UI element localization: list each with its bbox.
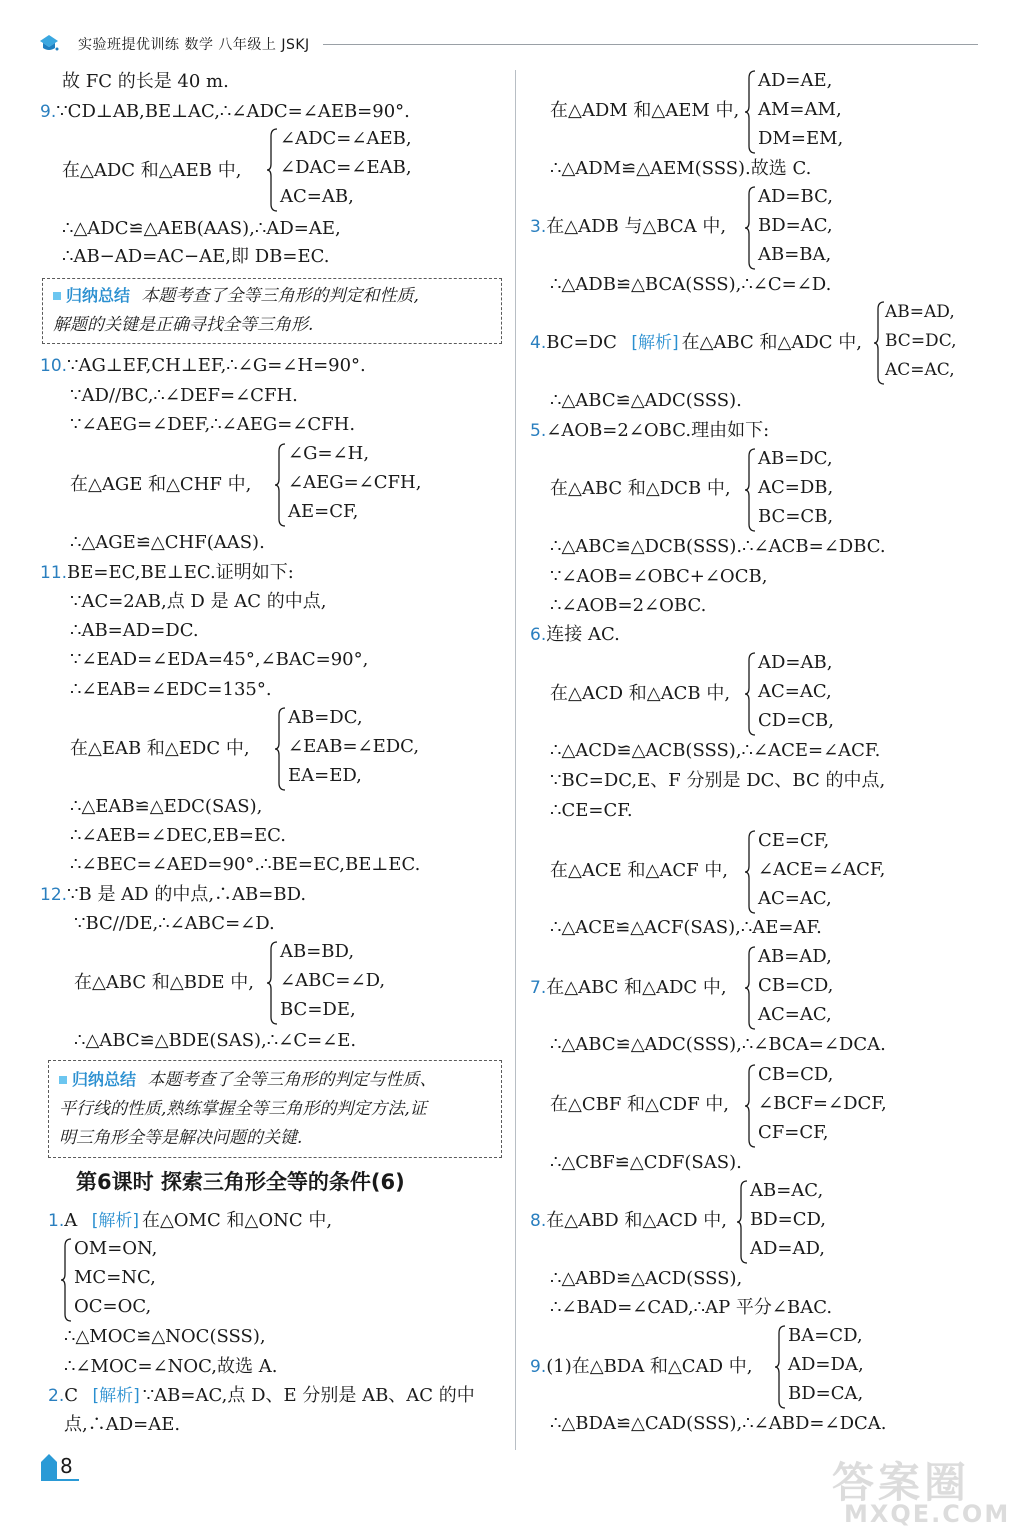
line: ∴CE=CF.: [550, 800, 633, 821]
left-brace-icon: [744, 448, 756, 532]
summary-box: [42, 278, 502, 344]
item-number: 12.: [40, 885, 68, 905]
line: ∵BC//DE,∴∠ABC=∠D.: [74, 913, 275, 934]
line: ∵∠EAD=∠EDA=45°,∠BAC=90°,: [70, 649, 369, 670]
equation-line: AB=DC,: [288, 707, 363, 728]
line: ∴△ADC≌△AEB(AAS),∴AD=AE,: [62, 218, 341, 239]
equation-line: CD=CB,: [758, 710, 835, 731]
left-brace-icon: [274, 707, 286, 791]
line: ∴△ABC≌△ADC(SSS).: [550, 390, 742, 411]
equation-line: CB=CD,: [758, 975, 834, 996]
left-brace-icon: [873, 301, 885, 385]
summary-text: 明三角形全等是解决问题的关键.: [59, 1128, 303, 1148]
summary-text: 本题考查了全等三角形的判定与性质、: [147, 1070, 437, 1090]
summary-text: 解题的关键是正确寻找全等三角形.: [53, 315, 314, 335]
equation-system: [744, 70, 964, 158]
header-title: 实验班提优训练 数学 八年级上 JSKJ: [78, 37, 310, 53]
item-text: BE=EC,BE⊥EC.证明如下:: [67, 562, 294, 583]
equation-line: BC=CB,: [758, 506, 834, 527]
analysis-tag: [解析]: [92, 1386, 140, 1406]
item-number: 5.: [530, 421, 547, 441]
line: ∴∠AOB=2∠OBC.: [550, 595, 707, 616]
item-9-left: [40, 101, 410, 123]
line: ∴△BDA≌△CAD(SSS),∴∠ABD=∠DCA.: [550, 1413, 887, 1434]
item-text: ∵CD⊥AB,BE⊥AC,∴∠ADC=∠AEB=90°.: [56, 101, 410, 122]
answer-choice: C: [64, 1385, 79, 1406]
page-number: 8: [60, 1454, 73, 1478]
line: ∴△ABC≌△ADC(SSS),∴∠BCA=∠DCA.: [550, 1034, 886, 1055]
line: ∴△AGE≌△CHF(AAS).: [70, 532, 265, 553]
equation-system: [274, 707, 494, 795]
equation-system: [60, 1238, 280, 1326]
item-number: 11.: [40, 563, 68, 583]
equation-system: [744, 946, 964, 1034]
line: ∴∠EAB=∠EDC=135°.: [70, 679, 272, 700]
equation-line: AD=DA,: [788, 1354, 864, 1375]
line: ∵AD//BC,∴∠DEF=∠CFH.: [70, 385, 298, 406]
item-1: [48, 1210, 332, 1232]
item-3: [530, 216, 726, 238]
book-logo-icon: [38, 32, 60, 54]
item-number: 2.: [48, 1386, 65, 1406]
left-brace-icon: [266, 128, 278, 212]
equation-line: ∠BCF=∠DCF,: [758, 1093, 887, 1114]
line: ∴△CBF≌△CDF(SAS).: [550, 1152, 742, 1173]
line: ∴△ABC≌△BDE(SAS),∴∠C=∠E.: [74, 1030, 357, 1051]
summary-square-icon: [53, 292, 61, 300]
summary-text: 本题考查了全等三角形的判定和性质,: [141, 286, 419, 306]
page-number-badge: [40, 1452, 80, 1482]
line: ∴AB−AD=AC−AE,即 DB=EC.: [62, 246, 330, 267]
equation-line: BC=DC,: [885, 331, 957, 351]
equation-line: ∠DAC=∠EAB,: [280, 157, 412, 178]
item-number: 9.: [530, 1357, 547, 1377]
line: ∵∠AEG=∠DEF,∴∠AEG=∠CFH.: [70, 414, 356, 435]
item-6: [530, 624, 620, 646]
left-brace-icon: [744, 652, 756, 736]
equation-line: AC=DB,: [758, 477, 834, 498]
equation-system: [873, 301, 993, 389]
system-intro: 在△AGE 和△CHF 中,: [70, 474, 252, 495]
equation-line: AD=AD,: [750, 1238, 826, 1259]
item-text: 在△ADB 与△BCA 中,: [546, 216, 727, 237]
left-brace-icon: [274, 443, 286, 527]
item-number: 4.: [530, 333, 547, 353]
item-text: 在△ABC 和△ADC 中,: [546, 977, 727, 998]
line: ∵BC=DC,E、F 分别是 DC、BC 的中点,: [550, 770, 886, 791]
item-4: [530, 332, 862, 354]
left-brace-icon: [744, 70, 756, 154]
equation-line: DM=EM,: [758, 128, 844, 149]
equation-system: [274, 443, 494, 531]
line: ∴∠MOC=∠NOC,故选 A.: [64, 1356, 278, 1377]
system-intro: 在△EAB 和△EDC 中,: [70, 738, 250, 759]
item-text: ∵AB=AC,点 D、E 分别是 AB、AC 的中: [142, 1385, 475, 1406]
system-intro: 在△ABC 和△DCB 中,: [550, 478, 731, 499]
item-text: 在△ABC 和△ADC 中,: [681, 332, 862, 353]
equation-line: ∠ADC=∠AEB,: [280, 128, 412, 149]
item-8: [530, 1210, 727, 1232]
line: 点,∴AD=AE.: [64, 1414, 181, 1435]
item-text: ∠AOB=2∠OBC.理由如下:: [546, 420, 770, 441]
equation-line: CE=CF,: [758, 830, 830, 851]
answer-choice: A: [64, 1210, 78, 1231]
item-number: 3.: [530, 217, 547, 237]
equation-system: [266, 128, 486, 216]
line-answer-fc: 故 FC 的长是 40 m.: [62, 71, 229, 92]
left-brace-icon: [744, 1064, 756, 1148]
equation-line: AB=BD,: [280, 941, 355, 962]
line: ∴△ACE≌△ACF(SAS),∴AE=AF.: [550, 917, 822, 938]
left-brace-icon: [774, 1325, 786, 1409]
equation-line: AC=AB,: [280, 186, 354, 207]
summary-text: 平行线的性质,熟练掌握全等三角形的判定方法,证: [59, 1099, 427, 1119]
item-text: 在△OMC 和△ONC 中,: [141, 1210, 333, 1231]
equation-line: BC=DE,: [280, 999, 356, 1020]
equation-line: CB=CD,: [758, 1064, 834, 1085]
equation-line: AC=AC,: [758, 681, 832, 702]
line: ∴△MOC≌△NOC(SSS),: [64, 1326, 266, 1347]
system-intro: 在△ADC 和△AEB 中,: [62, 160, 242, 181]
watermark-url: MXQE.COM: [844, 1500, 1011, 1528]
line: ∴△ADB≌△BCA(SSS),∴∠C=∠D.: [550, 274, 832, 295]
item-number: 10.: [40, 356, 68, 376]
line: ∴△ABC≌△DCB(SSS).∴∠ACB=∠DBC.: [550, 536, 886, 557]
equation-line: AB=BA,: [758, 244, 832, 265]
equation-system: [266, 941, 486, 1029]
item-7: [530, 977, 727, 999]
equation-line: AD=AE,: [758, 70, 833, 91]
system-intro: 在△ADM 和△AEM 中,: [550, 100, 740, 121]
equation-line: ∠G=∠H,: [288, 443, 370, 464]
equation-line: ∠EAB=∠EDC,: [288, 736, 420, 757]
equation-line: AD=AB,: [758, 652, 833, 673]
equation-system: [744, 448, 964, 536]
analysis-tag: [解析]: [631, 333, 679, 353]
line: ∴∠BAD=∠CAD,∴AP 平分∠BAC.: [550, 1297, 833, 1318]
item-number: 1.: [48, 1211, 65, 1231]
equation-line: AC=AC,: [885, 360, 955, 380]
equation-line: MC=NC,: [74, 1267, 156, 1288]
equation-system: [736, 1180, 956, 1268]
equation-system: [774, 1325, 974, 1413]
line: ∵AC=2AB,点 D 是 AC 的中点,: [70, 591, 327, 612]
line: ∴∠AEB=∠DEC,EB=EC.: [70, 825, 286, 846]
left-brace-icon: [266, 941, 278, 1025]
line: ∴△EAB≌△EDC(SAS),: [70, 796, 263, 817]
left-brace-icon: [744, 830, 756, 914]
item-text: ∵B 是 AD 的中点,∴AB=BD.: [67, 884, 307, 905]
equation-line: AC=AC,: [758, 888, 832, 909]
line: ∴AB=AD=DC.: [70, 620, 199, 641]
system-intro: 在△ABC 和△BDE 中,: [74, 972, 254, 993]
equation-line: OC=OC,: [74, 1296, 152, 1317]
left-brace-icon: [744, 946, 756, 1030]
header-rule: [323, 44, 978, 45]
item-text: ∵AG⊥EF,CH⊥EF,∴∠G=∠H=90°.: [67, 355, 366, 376]
summary-line: [53, 285, 419, 307]
equation-line: EA=ED,: [288, 765, 362, 786]
item-number: 7.: [530, 978, 547, 998]
left-brace-icon: [736, 1180, 748, 1264]
system-intro: 在△CBF 和△CDF 中,: [550, 1094, 730, 1115]
summary-label: 归纳总结: [72, 1070, 137, 1089]
system-intro: 在△ACD 和△ACB 中,: [550, 683, 731, 704]
equation-line: ∠ABC=∠D,: [280, 970, 386, 991]
equation-line: ∠AEG=∠CFH,: [288, 472, 422, 493]
item-12: [40, 884, 306, 906]
item-number: 6.: [530, 625, 547, 645]
line: ∴△ADM≌△AEM(SSS).故选 C.: [550, 158, 812, 179]
equation-line: CF=CF,: [758, 1122, 829, 1143]
summary-label: 归纳总结: [66, 286, 131, 305]
equation-line: AB=AC,: [750, 1180, 824, 1201]
summary-line: [59, 1069, 436, 1091]
equation-line: AC=AC,: [758, 1004, 832, 1025]
page-header: [38, 30, 978, 60]
equation-line: BD=CA,: [788, 1383, 864, 1404]
equation-line: BD=CD,: [750, 1209, 827, 1230]
item-11: [40, 562, 294, 584]
equation-line: AE=CF,: [288, 501, 359, 522]
equation-line: ∠ACE=∠ACF,: [758, 859, 886, 880]
equation-system: [744, 652, 964, 740]
equation-line: AB=AD,: [758, 946, 832, 967]
item-text: 连接 AC.: [546, 624, 620, 645]
equation-line: OM=ON,: [74, 1238, 158, 1259]
equation-line: AD=BC,: [758, 186, 833, 207]
watermark-text: 答案圈: [832, 1458, 971, 1507]
line: ∴△ABD≌△ACD(SSS),: [550, 1268, 743, 1289]
line: ∴△ACD≌△ACB(SSS),∴∠ACE=∠ACF.: [550, 740, 881, 761]
item-5: [530, 420, 769, 442]
line: ∵∠AOB=∠OBC+∠OCB,: [550, 566, 768, 587]
summary-square-icon: [59, 1076, 67, 1084]
left-brace-icon: [744, 186, 756, 270]
item-text: (1)在△BDA 和△CAD 中,: [546, 1356, 753, 1377]
item-text: 在△ABD 和△ACD 中,: [546, 1210, 727, 1231]
item-number: 9.: [40, 102, 57, 122]
analysis-tag: [解析]: [91, 1211, 139, 1231]
equation-line: BD=AC,: [758, 215, 833, 236]
system-intro: 在△ACE 和△ACF 中,: [550, 860, 729, 881]
watermark: [822, 1450, 1012, 1530]
item-9-right: [530, 1356, 752, 1378]
line: ∴∠BEC=∠AED=90°.∴BE=EC,BE⊥EC.: [70, 854, 421, 875]
item-number: 8.: [530, 1211, 547, 1231]
item-2: [48, 1385, 475, 1407]
equation-line: AM=AM,: [758, 99, 842, 120]
item-10: [40, 355, 366, 377]
lesson-title: 第6课时 探索三角形全等的条件(6): [76, 1170, 405, 1194]
column-divider: [515, 70, 516, 1450]
equation-system: [744, 186, 964, 274]
equation-system: [744, 1064, 964, 1152]
answer-choice: BC=DC: [546, 332, 617, 353]
summary-box: [48, 1060, 502, 1158]
equation-line: BA=CD,: [788, 1325, 863, 1346]
left-brace-icon: [60, 1238, 72, 1322]
equation-line: AB=DC,: [758, 448, 833, 469]
equation-system: [744, 830, 964, 918]
equation-line: AB=AD,: [885, 302, 955, 322]
